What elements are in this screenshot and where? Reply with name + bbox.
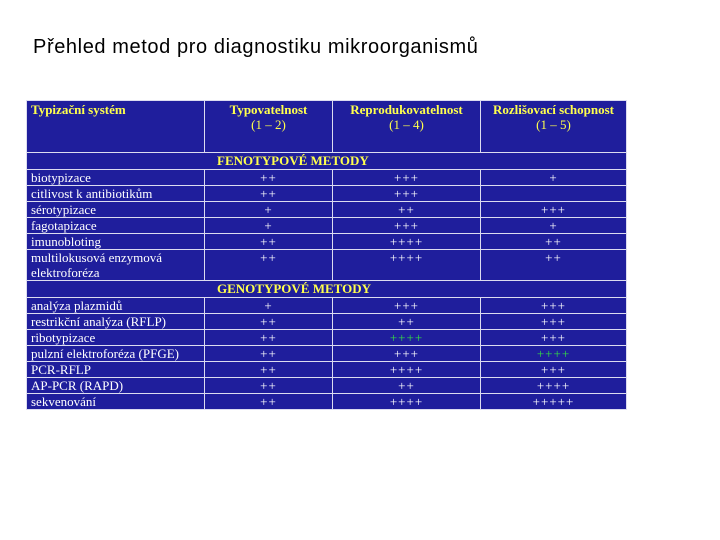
reproducibility-cell: +++ xyxy=(333,298,481,314)
table-row xyxy=(27,298,627,314)
reproducibility-cell: ++++ xyxy=(333,234,481,250)
discrimination-cell: +++ xyxy=(481,298,627,314)
section-phenotypic-label: FENOTYPOVÉ METODY xyxy=(27,153,627,170)
method-cell: PCR-RFLP xyxy=(27,362,205,378)
typeability-cell: ++ xyxy=(205,394,333,410)
reproducibility-cell: ++++ xyxy=(333,330,481,346)
reproducibility-cell: ++ xyxy=(333,378,481,394)
table-row xyxy=(27,218,627,234)
reproducibility-cell: ++ xyxy=(333,314,481,330)
typeability-cell: + xyxy=(205,202,333,218)
header-typeability: Typovatelnost (1 – 2) xyxy=(205,101,333,153)
discrimination-cell: +++ xyxy=(481,314,627,330)
reproducibility-cell: +++ xyxy=(333,218,481,234)
discrimination-cell: + xyxy=(481,170,627,186)
method-cell: citlivost k antibiotikům xyxy=(27,186,205,202)
method-cell: analýza plazmidů xyxy=(27,298,205,314)
method-cell: sérotypizace xyxy=(27,202,205,218)
discrimination-cell: + xyxy=(481,218,627,234)
discrimination-cell xyxy=(481,186,627,202)
method-cell: pulzní elektroforéza (PFGE) xyxy=(27,346,205,362)
discrimination-cell: ++++ xyxy=(481,378,627,394)
slide-title: Přehled metod pro diagnostiku mikroorganismů xyxy=(33,36,479,58)
discrimination-cell: +++ xyxy=(481,362,627,378)
reproducibility-cell: ++++ xyxy=(333,250,481,281)
method-cell: fagotapizace xyxy=(27,218,205,234)
method-cell: restrikční analýza (RFLP) xyxy=(27,314,205,330)
typeability-cell: ++ xyxy=(205,330,333,346)
header-reproducibility: Reprodukovatelnost (1 – 4) xyxy=(333,101,481,153)
discrimination-cell: ++ xyxy=(481,234,627,250)
header-system: Typizační systém xyxy=(27,101,205,153)
typeability-cell: ++ xyxy=(205,314,333,330)
typeability-cell: ++ xyxy=(205,250,333,281)
typeability-cell: ++ xyxy=(205,234,333,250)
table-row xyxy=(27,394,627,410)
reproducibility-cell: ++++ xyxy=(333,362,481,378)
table-row xyxy=(27,170,627,186)
table-row xyxy=(27,234,627,250)
discrimination-cell: ++ xyxy=(481,250,627,281)
method-cell: ribotypizace xyxy=(27,330,205,346)
typeability-cell: ++ xyxy=(205,378,333,394)
methods-table xyxy=(26,100,627,410)
typeability-cell: ++ xyxy=(205,186,333,202)
typeability-cell: ++ xyxy=(205,170,333,186)
table-row xyxy=(27,186,627,202)
typeability-cell: + xyxy=(205,298,333,314)
discrimination-cell: +++ xyxy=(481,202,627,218)
discrimination-cell: ++++ xyxy=(481,346,627,362)
table-row xyxy=(27,314,627,330)
typeability-cell: + xyxy=(205,218,333,234)
method-cell: multilokusová enzymová elektroforéza xyxy=(27,250,205,281)
discrimination-cell: +++ xyxy=(481,330,627,346)
method-cell: imunobloting xyxy=(27,234,205,250)
reproducibility-cell: ++++ xyxy=(333,394,481,410)
method-cell: sekvenování xyxy=(27,394,205,410)
method-cell: biotypizace xyxy=(27,170,205,186)
method-cell: AP-PCR (RAPD) xyxy=(27,378,205,394)
section-genotypic xyxy=(27,281,627,298)
section-genotypic-label: GENOTYPOVÉ METODY xyxy=(27,281,627,298)
table-row xyxy=(27,330,627,346)
reproducibility-cell: +++ xyxy=(333,170,481,186)
header-row xyxy=(27,101,627,153)
table-row xyxy=(27,378,627,394)
table-row xyxy=(27,250,627,281)
header-discrimination: Rozlišovací schopnost (1 – 5) xyxy=(481,101,627,153)
table-row xyxy=(27,202,627,218)
reproducibility-cell: +++ xyxy=(333,186,481,202)
table-row xyxy=(27,346,627,362)
discrimination-cell: +++++ xyxy=(481,394,627,410)
typeability-cell: ++ xyxy=(205,346,333,362)
table-row xyxy=(27,362,627,378)
section-phenotypic xyxy=(27,153,627,170)
typeability-cell: ++ xyxy=(205,362,333,378)
reproducibility-cell: ++ xyxy=(333,202,481,218)
reproducibility-cell: +++ xyxy=(333,346,481,362)
